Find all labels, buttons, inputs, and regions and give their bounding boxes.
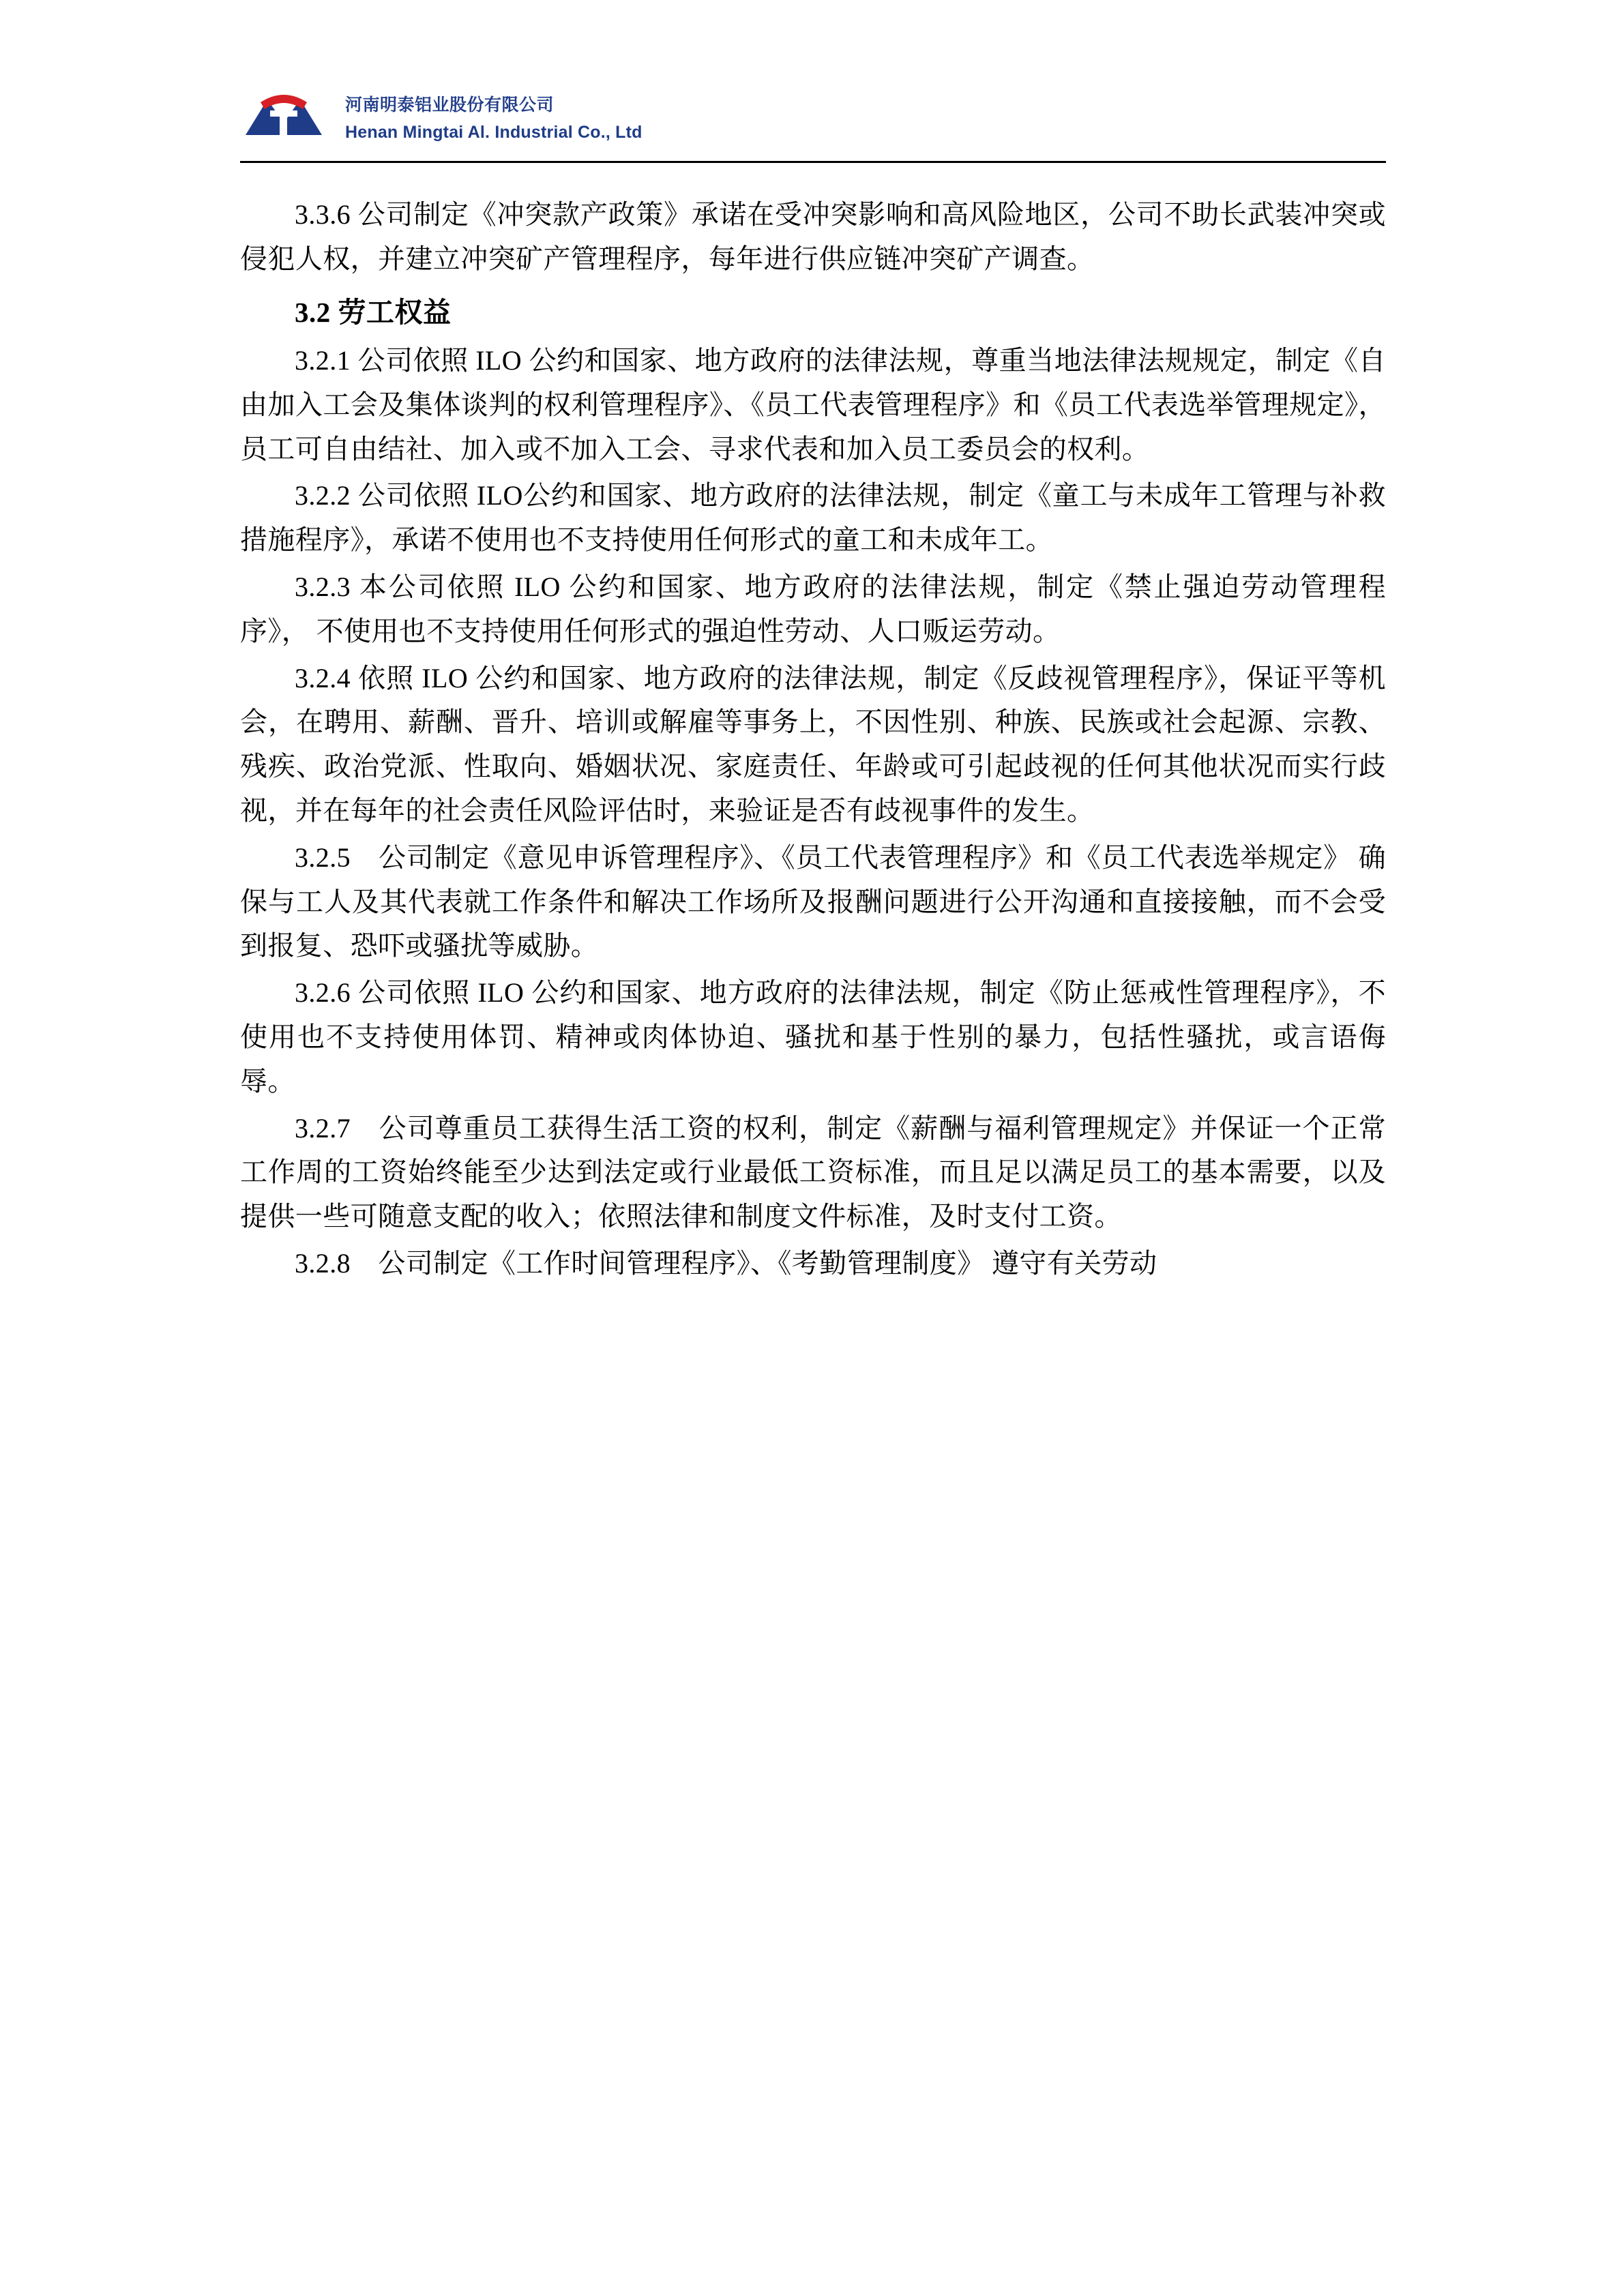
company-name-en: Henan Mingtai Al. Industrial Co., Ltd <box>345 122 643 142</box>
paragraph-3-2-5: 3.2.5 公司制定《意见申诉管理程序》、《员工代表管理程序》和《员工代表选举规定》 确保与工人及其代表就工作条件和解决工作场所及报酬问题进行公开沟通和直接接触，而不会受到报复、恐吓或骚扰等威胁。 <box>240 841 1386 961</box>
section-heading-3-2: 3.2 劳工权益 <box>295 296 452 328</box>
paragraph-3-3-6: 3.3.6 公司制定《冲突款产政策》承诺在受冲突影响和高风险地区，公司不助长武装冲突或侵犯人权，并建立冲突矿产管理程序，每年进行供应链冲突矿产调查。 <box>240 199 1386 274</box>
paragraph-3-2-1: 3.2.1 公司依照 ILO 公约和国家、地方政府的法律法规，尊重当地法律法规规定，制定《自由加入工会及集体谈判的权利管理程序》、《员工代表管理程序》和《员工代表选举管理规定》，员工可自由结社、加入或不加入工会、寻求代表和加入员工委员会的权利。 <box>240 345 1386 464</box>
paragraph-3-2-4: 3.2.4 依照 ILO 公约和国家、地方政府的法律法规，制定《反歧视管理程序》，保证平等机会，在聘用、薪酬、晋升、培训或解雇等事务上，不因性别、种族、民族或社会起源、宗教、残疾、政治党派、性取向、婚姻状况、家庭责任、年龄或可引起歧视的任何其他状况而实行歧视，并在每年的社会责任风险评估时，来验证是否有歧视事件的发生。 <box>240 662 1386 826</box>
company-name-cn: 河南明泰铝业股份有限公司 <box>345 95 555 115</box>
paragraph-3-2-3: 3.2.3 本公司依照 ILO 公约和国家、地方政府的法律法规，制定《禁止强迫劳动管理程序》， 不使用也不支持使用任何形式的强迫性劳动、人口贩运劳动。 <box>240 571 1386 646</box>
paragraph-3-2-6: 3.2.6 公司依照 ILO 公约和国家、地方政府的法律法规，制定《防止惩戒性管理程序》，不使用也不支持使用体罚、精神或肉体协迫、骚扰和基于性别的暴力，包括性骚扰，或言语侮辱。 <box>240 977 1386 1097</box>
paragraph-3-2-8: 3.2.8 公司制定《工作时间管理程序》、《考勤管理制度》 遵守有关劳动 <box>295 1247 1157 1279</box>
header-divider <box>240 161 1386 163</box>
paragraph-3-2-2: 3.2.2 公司依照 ILO公约和国家、地方政府的法律法规，制定《童工与未成年工管理与补救措施程序》，承诺不使用也不支持使用任何形式的童工和未成年工。 <box>240 480 1386 556</box>
page-content <box>240 82 1386 1289</box>
paragraph-3-2-7: 3.2.7 公司尊重员工获得生活工资的权利，制定《薪酬与福利管理规定》并保证一个正常工作周的工资始终能至少达到法定或行业最低工资标准，而且足以满足员工的基本需要，以及提供一些可随意支配的收入；依照法律和制度文件标准，及时支付工资。 <box>240 1112 1386 1232</box>
mingtai-logo-icon <box>240 82 327 147</box>
document-header <box>240 82 1386 157</box>
company-name-block <box>345 87 643 143</box>
